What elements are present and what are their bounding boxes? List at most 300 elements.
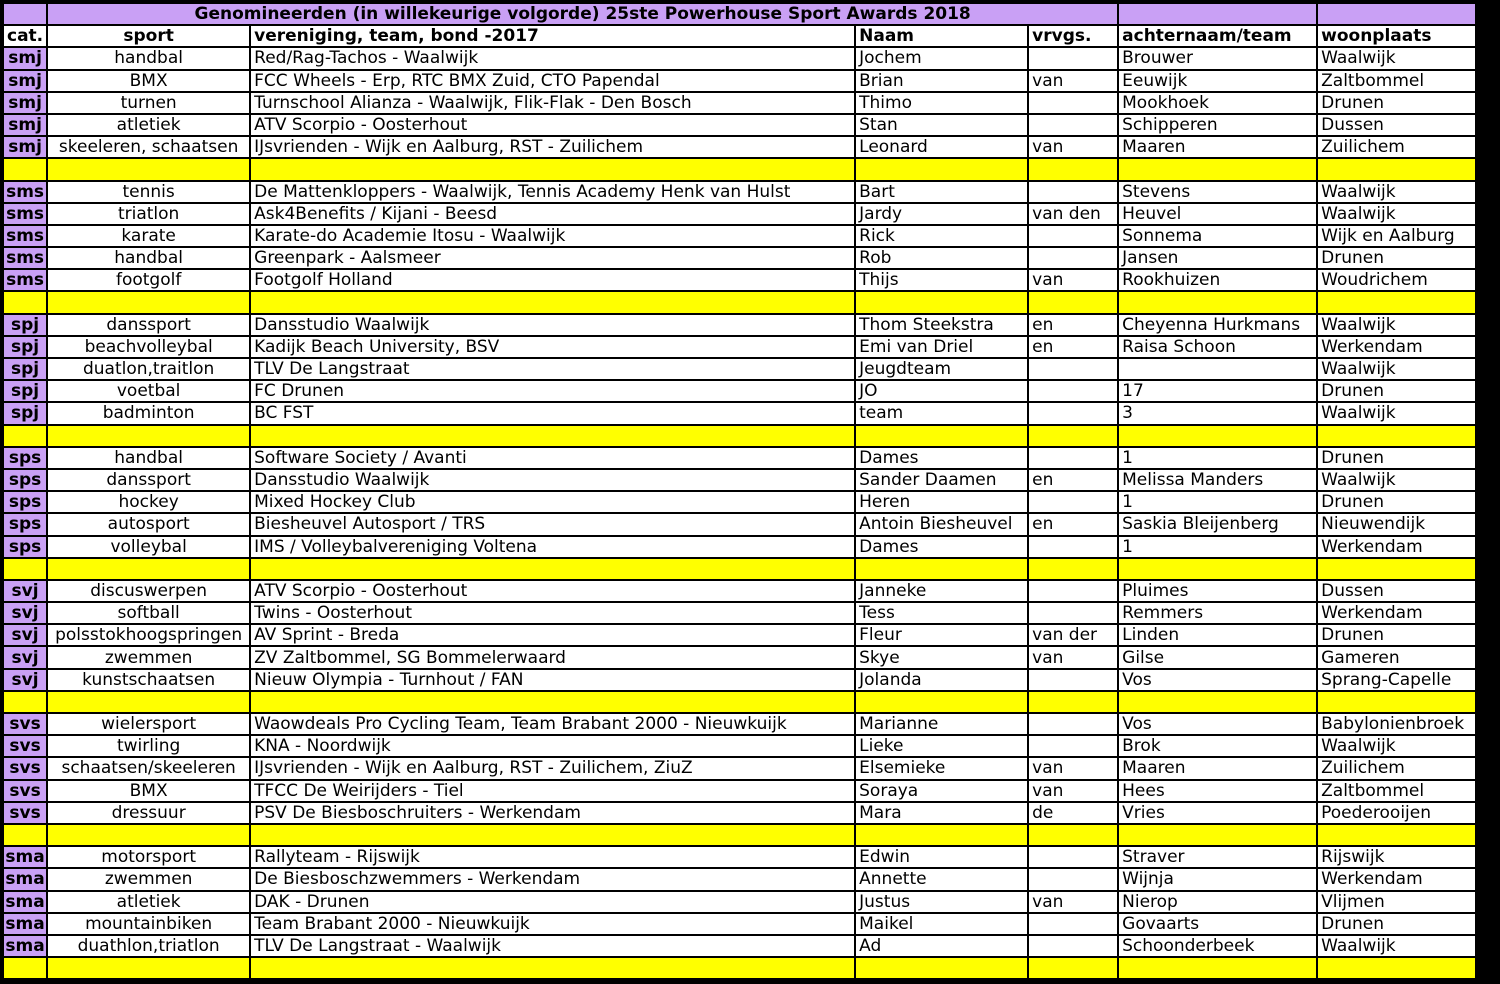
separator-cell: [4, 426, 46, 446]
cell-achternaam: Wijnja: [1119, 869, 1316, 889]
cell-sport: volleybal: [48, 537, 249, 557]
cell-vrvgs: van: [1029, 758, 1117, 778]
separator-cell: [1318, 559, 1475, 579]
header-cat: cat.: [4, 26, 46, 46]
cell-vereniging: ZV Zaltbommel, SG Bommelerwaard: [251, 647, 854, 667]
cell-vereniging: Waowdeals Pro Cycling Team, Team Brabant 2000 - Nieuwkuijk: [251, 714, 854, 734]
cell-achternaam: Linden: [1119, 625, 1316, 645]
separator-cell: [1119, 292, 1316, 312]
table-row: [4, 803, 1475, 823]
cell-naam: Elsemieke: [856, 758, 1027, 778]
cell-vrvgs: [1029, 492, 1117, 512]
cell-naam: Edwin: [856, 847, 1027, 867]
cell-achternaam: Maaren: [1119, 137, 1316, 157]
separator-cell: [1119, 426, 1316, 446]
cell-naam: Bart: [856, 182, 1027, 202]
cell-cat: sma: [5, 847, 45, 868]
cell-vereniging: TFCC De Weirijders - Tiel: [251, 781, 854, 801]
nominees-table: [2, 2, 1477, 980]
cell-vrvgs: van: [1029, 892, 1117, 912]
cell-naam: Annette: [856, 869, 1027, 889]
cell-vrvgs: van: [1029, 781, 1117, 801]
cell-vrvgs: de: [1029, 803, 1117, 823]
cell-achternaam: Maaren: [1119, 758, 1316, 778]
title-spacer: [4, 4, 46, 24]
table-row: [4, 603, 1475, 623]
table-row: [4, 714, 1475, 734]
separator-cell: [251, 159, 854, 179]
cell-cat: sms: [4, 270, 46, 290]
cell-achternaam: Schipperen: [1119, 115, 1316, 135]
table-row: [4, 514, 1475, 534]
cell-cat: sms: [4, 226, 46, 246]
cell-naam: JO: [856, 381, 1027, 401]
separator-cell: [1119, 559, 1316, 579]
cell-vrvgs: [1029, 115, 1117, 135]
table-row: [4, 48, 1475, 68]
cell-cat: svs: [4, 803, 46, 823]
separator-cell: [1029, 292, 1117, 312]
cell-vrvgs: van: [1029, 270, 1117, 290]
cell-naam: Stan: [856, 115, 1027, 135]
separator-cell: [1029, 159, 1117, 179]
table-row: [4, 182, 1475, 202]
separator-cell: [1318, 426, 1475, 446]
cell-naam: Soraya: [856, 781, 1027, 801]
header-naam: Naam: [856, 26, 1027, 46]
cell-vrvgs: [1029, 714, 1117, 734]
table-row: [4, 892, 1475, 912]
cell-vereniging: DAK - Drunen: [251, 892, 854, 912]
cell-cat: smj: [4, 115, 46, 135]
cell-naam: Brian: [856, 71, 1027, 91]
cell-cat: svs: [4, 758, 46, 778]
cell-cat: spj: [4, 381, 46, 401]
table-row: [4, 537, 1475, 557]
cell-achternaam: Raisa Schoon: [1119, 337, 1316, 357]
cell-woonplaats: Waalwijk: [1318, 204, 1475, 224]
separator-cell: [1318, 692, 1475, 712]
cell-cat: svj: [4, 625, 46, 645]
cell-sport: duathlon,triatlon: [48, 936, 249, 956]
cell-sport: handbal: [48, 248, 249, 268]
cell-sport: softball: [48, 603, 249, 623]
group-separator-row: [4, 292, 1475, 312]
cell-cat: spj: [4, 403, 46, 423]
cell-vereniging: FCC Wheels - Erp, RTC BMX Zuid, CTO Papendal: [251, 71, 854, 91]
cell-cat: sma: [5, 869, 45, 890]
cell-naam: Maikel: [856, 914, 1027, 934]
separator-cell: [251, 958, 854, 978]
cell-sport: polsstokhoogspringen: [48, 625, 249, 645]
cell-sport: skeeleren, schaatsen: [48, 137, 249, 157]
cell-achternaam: Sonnema: [1119, 226, 1316, 246]
table-row: [4, 137, 1475, 157]
cell-sport: kunstschaatsen: [48, 670, 249, 690]
cell-woonplaats: Wijk en Aalburg: [1318, 226, 1475, 246]
cell-vrvgs: [1029, 936, 1117, 956]
cell-sport: BMX: [48, 781, 249, 801]
cell-vrvgs: [1029, 581, 1117, 601]
cell-vrvgs: van der: [1029, 625, 1117, 645]
cell-achternaam: Vos: [1119, 670, 1316, 690]
cell-vrvgs: [1029, 48, 1117, 68]
separator-cell: [251, 559, 854, 579]
table-row: [4, 315, 1475, 335]
cell-vereniging: Karate-do Academie Itosu - Waalwijk: [251, 226, 854, 246]
cell-sport: mountainbiken: [48, 914, 249, 934]
separator-cell: [1318, 958, 1475, 978]
cell-woonplaats: Waalwijk: [1318, 403, 1475, 423]
header-sport: sport: [48, 26, 249, 46]
separator-cell: [1119, 825, 1316, 845]
cell-sport: badminton: [48, 403, 249, 423]
cell-woonplaats: Drunen: [1318, 93, 1475, 113]
cell-achternaam: Nierop: [1119, 892, 1316, 912]
cell-cat: svs: [4, 781, 46, 801]
cell-cat: smj: [4, 93, 46, 113]
table-row: [4, 403, 1475, 423]
table-row: [4, 581, 1475, 601]
cell-woonplaats: Drunen: [1318, 448, 1475, 468]
cell-naam: Skye: [856, 647, 1027, 667]
cell-naam: Mara: [856, 803, 1027, 823]
cell-achternaam: 1: [1119, 537, 1316, 557]
cell-vrvgs: [1029, 670, 1117, 690]
cell-achternaam: Gilse: [1119, 647, 1316, 667]
cell-cat: sms: [4, 248, 46, 268]
cell-vereniging: Software Society / Avanti: [251, 448, 854, 468]
cell-sport: handbal: [48, 448, 249, 468]
cell-naam: Leonard: [856, 137, 1027, 157]
separator-cell: [1029, 958, 1117, 978]
group-separator-row: [4, 159, 1475, 179]
group-separator-row: [4, 692, 1475, 712]
cell-sport: duatlon,traitlon: [48, 359, 249, 379]
table-row: [4, 625, 1475, 645]
cell-vereniging: Dansstudio Waalwijk: [251, 315, 854, 335]
cell-vereniging: TLV De Langstraat - Waalwijk: [251, 936, 854, 956]
cell-vrvgs: van: [1029, 71, 1117, 91]
cell-sport: zwemmen: [48, 647, 249, 667]
cell-cat: sma: [5, 913, 45, 934]
cell-vereniging: Mixed Hockey Club: [251, 492, 854, 512]
cell-woonplaats: Waalwijk: [1318, 359, 1475, 379]
cell-naam: Marianne: [856, 714, 1027, 734]
table-row: [4, 914, 1475, 934]
table-row: [4, 226, 1475, 246]
cell-woonplaats: Nieuwendijk: [1318, 514, 1475, 534]
cell-woonplaats: Zuilichem: [1318, 137, 1475, 157]
separator-cell: [856, 559, 1027, 579]
cell-naam: team: [856, 403, 1027, 423]
cell-woonplaats: Zaltbommel: [1318, 781, 1475, 801]
cell-achternaam: Heuvel: [1119, 204, 1316, 224]
cell-naam: Emi van Driel: [856, 337, 1027, 357]
cell-sport: handbal: [48, 48, 249, 68]
separator-cell: [4, 825, 46, 845]
table-row: [4, 758, 1475, 778]
cell-naam: Tess: [856, 603, 1027, 623]
cell-woonplaats: Werkendam: [1318, 869, 1475, 889]
cell-achternaam: Schoonderbeek: [1119, 936, 1316, 956]
cell-sport: triatlon: [48, 204, 249, 224]
cell-vrvgs: [1029, 182, 1117, 202]
separator-cell: [1029, 426, 1117, 446]
cell-sport: wielersport: [48, 714, 249, 734]
cell-woonplaats: Drunen: [1318, 625, 1475, 645]
cell-sport: karate: [48, 226, 249, 246]
cell-vereniging: IJsvrienden - Wijk en Aalburg, RST - Zuilichem, ZiuZ: [251, 758, 854, 778]
cell-sport: danssport: [48, 470, 249, 490]
cell-woonplaats: Drunen: [1318, 248, 1475, 268]
cell-woonplaats: Werkendam: [1318, 337, 1475, 357]
separator-cell: [1029, 559, 1117, 579]
table-row: [4, 337, 1475, 357]
cell-achternaam: 17: [1119, 381, 1316, 401]
table-row: [4, 204, 1475, 224]
table-row: [4, 115, 1475, 135]
cell-achternaam: Stevens: [1119, 182, 1316, 202]
separator-cell: [856, 958, 1027, 978]
cell-vereniging: BC FST: [251, 403, 854, 423]
cell-vrvgs: [1029, 736, 1117, 756]
cell-vrvgs: [1029, 226, 1117, 246]
cell-achternaam: Melissa Manders: [1119, 470, 1316, 490]
header-woonplaats: woonplaats: [1318, 26, 1475, 46]
cell-vereniging: ATV Scorpio - Oosterhout: [251, 581, 854, 601]
cell-cat: smj: [4, 137, 46, 157]
cell-vereniging: Rallyteam - Rijswijk: [251, 847, 854, 867]
separator-cell: [48, 958, 249, 978]
cell-achternaam: 1: [1119, 448, 1316, 468]
cell-naam: Thom Steekstra: [856, 315, 1027, 335]
cell-woonplaats: Dussen: [1318, 581, 1475, 601]
cell-woonplaats: Werkendam: [1318, 537, 1475, 557]
cell-naam: Fleur: [856, 625, 1027, 645]
separator-cell: [1029, 692, 1117, 712]
cell-cat: sms: [4, 204, 46, 224]
table-row: [4, 492, 1475, 512]
cell-vrvgs: [1029, 847, 1117, 867]
cell-woonplaats: Zuilichem: [1318, 758, 1475, 778]
cell-woonplaats: Waalwijk: [1318, 48, 1475, 68]
separator-cell: [4, 292, 46, 312]
cell-cat: spj: [4, 337, 46, 357]
cell-achternaam: Straver: [1119, 847, 1316, 867]
separator-cell: [1119, 958, 1316, 978]
header-achternaam: achternaam/team: [1119, 26, 1316, 46]
cell-naam: Jochem: [856, 48, 1027, 68]
cell-vrvgs: [1029, 381, 1117, 401]
cell-vereniging: IMS / Volleybalvereniging Voltena: [251, 537, 854, 557]
separator-cell: [48, 692, 249, 712]
cell-achternaam: [1119, 359, 1316, 379]
cell-vereniging: Turnschool Alianza - Waalwijk, Flik-Flak - Den Bosch: [251, 93, 854, 113]
cell-sport: hockey: [48, 492, 249, 512]
cell-vereniging: TLV De Langstraat: [251, 359, 854, 379]
table-row: [4, 248, 1475, 268]
separator-cell: [251, 292, 854, 312]
cell-achternaam: Pluimes: [1119, 581, 1316, 601]
table-row: [4, 869, 1475, 889]
cell-vereniging: AV Sprint - Breda: [251, 625, 854, 645]
cell-sport: schaatsen/skeeleren: [48, 758, 249, 778]
cell-vrvgs: en: [1029, 315, 1117, 335]
cell-achternaam: 1: [1119, 492, 1316, 512]
separator-cell: [1318, 292, 1475, 312]
cell-vrvgs: [1029, 93, 1117, 113]
cell-vereniging: PSV De Biesboschruiters - Werkendam: [251, 803, 854, 823]
cell-achternaam: Rookhuizen: [1119, 270, 1316, 290]
table-row: [4, 448, 1475, 468]
cell-naam: Dames: [856, 448, 1027, 468]
cell-achternaam: Brok: [1119, 736, 1316, 756]
cell-naam: Sander Daamen: [856, 470, 1027, 490]
cell-cat: spj: [4, 359, 46, 379]
separator-cell: [1119, 159, 1316, 179]
separator-cell: [251, 825, 854, 845]
title-cell-achternaam: [1119, 4, 1316, 24]
cell-vrvgs: en: [1029, 337, 1117, 357]
table-row: [4, 781, 1475, 801]
cell-vereniging: Nieuw Olympia - Turnhout / FAN: [251, 670, 854, 690]
cell-naam: Dames: [856, 537, 1027, 557]
cell-vrvgs: van: [1029, 137, 1117, 157]
cell-naam: Jardy: [856, 204, 1027, 224]
cell-sport: atletiek: [48, 115, 249, 135]
cell-achternaam: Eeuwijk: [1119, 71, 1316, 91]
cell-achternaam: Remmers: [1119, 603, 1316, 623]
separator-cell: [251, 692, 854, 712]
cell-woonplaats: Poederooijen: [1318, 803, 1475, 823]
table-row: [4, 381, 1475, 401]
table-row: [4, 736, 1475, 756]
cell-achternaam: Mookhoek: [1119, 93, 1316, 113]
cell-cat: sps: [4, 537, 46, 557]
cell-vrvgs: van den: [1029, 204, 1117, 224]
cell-sport: beachvolleybal: [48, 337, 249, 357]
separator-cell: [1029, 825, 1117, 845]
cell-cat: sma: [5, 891, 45, 912]
separator-cell: [856, 426, 1027, 446]
cell-vereniging: ATV Scorpio - Oosterhout: [251, 115, 854, 135]
separator-cell: [48, 159, 249, 179]
cell-vereniging: De Mattenkloppers - Waalwijk, Tennis Academy Henk van Hulst: [251, 182, 854, 202]
cell-woonplaats: Waalwijk: [1318, 470, 1475, 490]
separator-cell: [251, 426, 854, 446]
cell-naam: Justus: [856, 892, 1027, 912]
cell-naam: Heren: [856, 492, 1027, 512]
cell-naam: Rob: [856, 248, 1027, 268]
cell-vrvgs: [1029, 603, 1117, 623]
cell-cat: smj: [4, 71, 46, 91]
cell-cat: sps: [4, 514, 46, 534]
table-row: [4, 936, 1475, 956]
cell-woonplaats: Sprang-Capelle: [1318, 670, 1475, 690]
separator-cell: [1318, 159, 1475, 179]
cell-sport: dressuur: [48, 803, 249, 823]
cell-vrvgs: [1029, 359, 1117, 379]
cell-vereniging: Team Brabant 2000 - Nieuwkuijk: [251, 914, 854, 934]
cell-sport: autosport: [48, 514, 249, 534]
cell-cat: sps: [4, 492, 46, 512]
cell-cat: smj: [4, 48, 46, 68]
cell-vereniging: Greenpark - Aalsmeer: [251, 248, 854, 268]
cell-vereniging: Biesheuvel Autosport / TRS: [251, 514, 854, 534]
table-row: [4, 359, 1475, 379]
cell-naam: Thijs: [856, 270, 1027, 290]
cell-naam: Rick: [856, 226, 1027, 246]
separator-cell: [4, 692, 46, 712]
cell-woonplaats: Babylonienbroek: [1318, 714, 1475, 734]
separator-cell: [1119, 692, 1316, 712]
cell-woonplaats: Drunen: [1318, 492, 1475, 512]
cell-cat: sps: [4, 448, 46, 468]
cell-naam: Thimo: [856, 93, 1027, 113]
cell-vereniging: Kadijk Beach University, BSV: [251, 337, 854, 357]
separator-cell: [48, 559, 249, 579]
table-row: [4, 71, 1475, 91]
cell-vrvgs: [1029, 869, 1117, 889]
cell-woonplaats: Drunen: [1318, 381, 1475, 401]
cell-naam: Lieke: [856, 736, 1027, 756]
table-row: [4, 470, 1475, 490]
cell-vereniging: FC Drunen: [251, 381, 854, 401]
cell-sport: atletiek: [48, 892, 249, 912]
cell-woonplaats: Drunen: [1318, 914, 1475, 934]
cell-naam: Jeugdteam: [856, 359, 1027, 379]
cell-vrvgs: [1029, 403, 1117, 423]
header-row: [4, 26, 1475, 46]
table-title: Genomineerden (in willekeurige volgorde) 25ste Powerhouse Sport Awards 2018: [48, 4, 1117, 24]
group-separator-row: [4, 426, 1475, 446]
header-vrvgs: vrvgs.: [1029, 26, 1117, 46]
cell-woonplaats: Rijswijk: [1318, 847, 1475, 867]
separator-cell: [856, 159, 1027, 179]
separator-cell: [856, 692, 1027, 712]
cell-vereniging: Dansstudio Waalwijk: [251, 470, 854, 490]
cell-woonplaats: Waalwijk: [1318, 315, 1475, 335]
cell-cat: svj: [4, 647, 46, 667]
cell-woonplaats: Woudrichem: [1318, 270, 1475, 290]
cell-achternaam: Vos: [1119, 714, 1316, 734]
title-row: [4, 4, 1475, 24]
cell-vrvgs: [1029, 914, 1117, 934]
separator-cell: [856, 825, 1027, 845]
cell-vereniging: Twins - Oosterhout: [251, 603, 854, 623]
cell-sport: motorsport: [48, 847, 249, 867]
cell-vereniging: De Biesboschzwemmers - Werkendam: [251, 869, 854, 889]
cell-cat: sms: [4, 182, 46, 202]
cell-achternaam: Hees: [1119, 781, 1316, 801]
separator-cell: [4, 958, 46, 978]
cell-naam: Janneke: [856, 581, 1027, 601]
cell-sport: danssport: [48, 315, 249, 335]
cell-vrvgs: [1029, 448, 1117, 468]
cell-sport: turnen: [48, 93, 249, 113]
table-row: [4, 847, 1475, 867]
group-separator-row: [4, 559, 1475, 579]
separator-cell: [4, 159, 46, 179]
cell-woonplaats: Waalwijk: [1318, 936, 1475, 956]
cell-woonplaats: Dussen: [1318, 115, 1475, 135]
separator-cell: [1318, 825, 1475, 845]
table-row: [4, 93, 1475, 113]
cell-vereniging: Red/Rag-Tachos - Waalwijk: [251, 48, 854, 68]
cell-sport: zwemmen: [48, 869, 249, 889]
cell-sport: twirling: [48, 736, 249, 756]
